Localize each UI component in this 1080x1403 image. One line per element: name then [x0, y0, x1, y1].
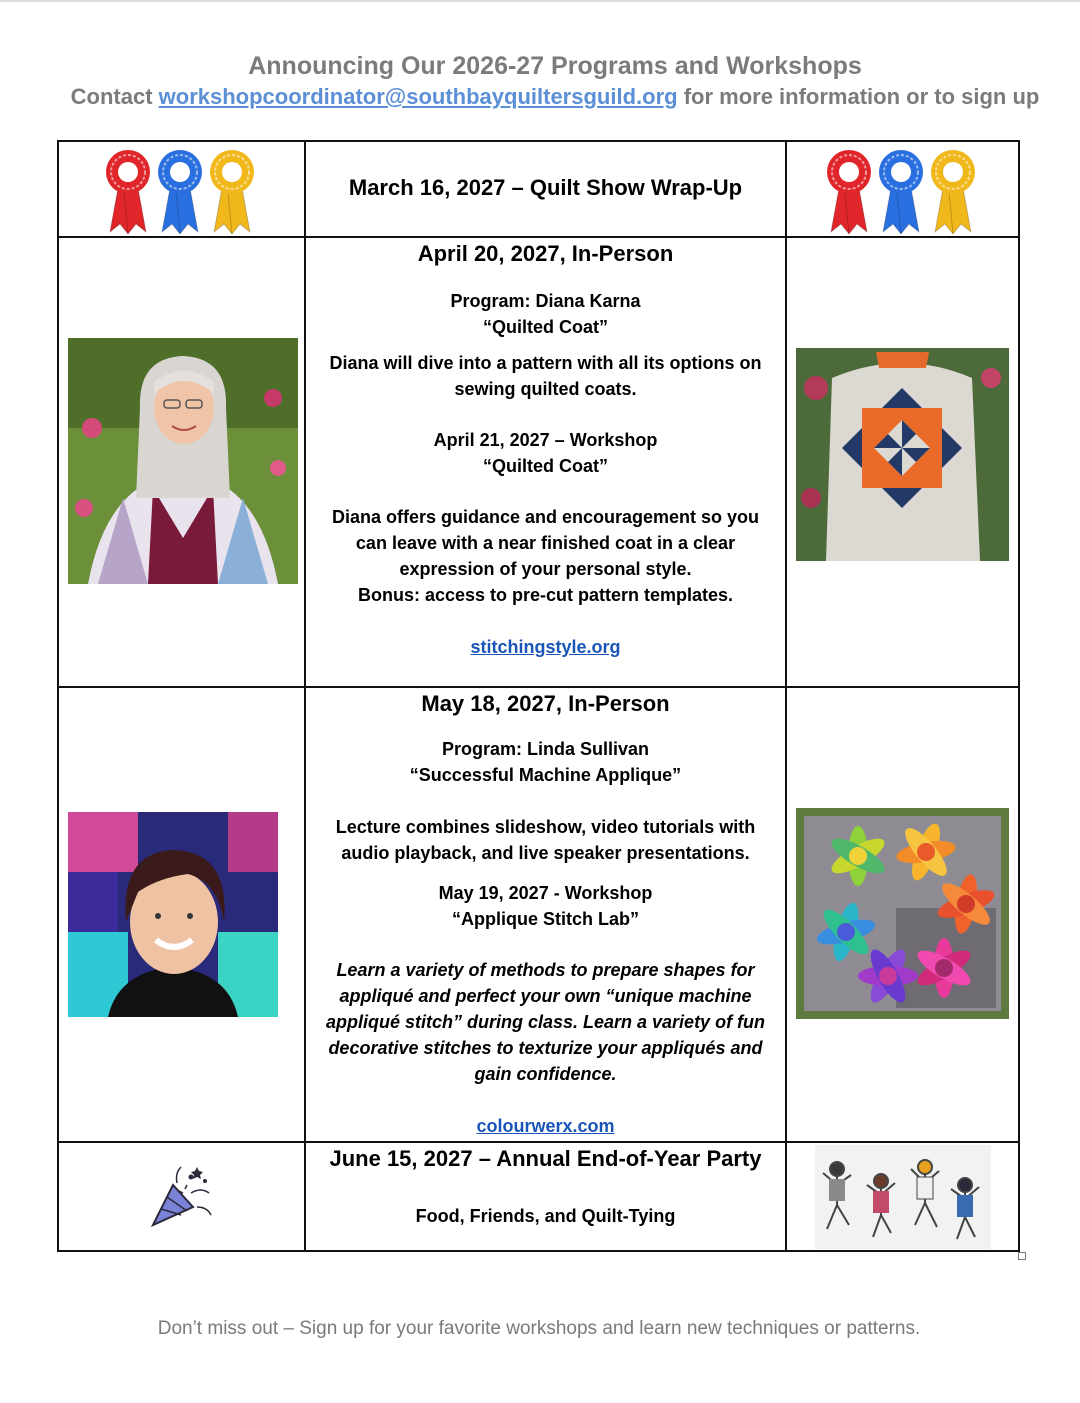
workshop-line-april: April 21, 2027 – Workshop — [433, 430, 658, 450]
footer-note: Don’t miss out – Sign up for your favorite workshops and learn new techniques or patterns. — [157, 1318, 921, 1339]
award-ribbons-icon — [59, 142, 304, 234]
photo-cell-applique — [786, 687, 1019, 1142]
event-cell-june — [305, 1142, 786, 1251]
workshop-name-may: “Applique Stitch Lab” — [452, 909, 639, 929]
top-border-line — [0, 0, 1080, 2]
program-name-may: “Successful Machine Applique” — [409, 765, 682, 785]
bonus-note-april: Bonus: access to pre-cut pattern templates. — [357, 585, 734, 605]
event-title-may: May 18, 2027, In-Person — [421, 691, 670, 716]
linda-sullivan-photo — [68, 812, 278, 1017]
photo-cell-diana — [58, 237, 305, 687]
event-desc-june: Food, Friends, and Quilt-Tying — [415, 1206, 676, 1226]
applique-flowers-photo — [796, 808, 1009, 1019]
contact-prefix: Contact — [70, 84, 153, 109]
ribbons-right-cell — [786, 141, 1019, 237]
event-title-march: March 16, 2027 – Quilt Show Wrap-Up — [348, 175, 743, 200]
party-popper-icon — [147, 1163, 219, 1229]
link-stitchingstyle[interactable]: stitchingstyle.org — [470, 637, 621, 657]
schedule-table — [57, 140, 1020, 1252]
workshop-line-may: May 19, 2027 - Workshop — [438, 883, 653, 903]
jumping-people-illustration — [815, 1145, 991, 1249]
workshop-name-april: “Quilted Coat” — [483, 456, 608, 476]
workshop-desc-may: Learn a variety of methods to prepare shapes for appliqué and perfect your own “unique machine appliqué stitch” during class. Learn a variety of fun decorative stitches to texturize your appliqués and gain confidence. — [325, 960, 766, 1084]
page-title: Announcing Our 2026-27 Programs and Workshops — [248, 52, 862, 80]
party-icon-cell — [58, 1142, 305, 1251]
event-cell-april — [305, 237, 786, 687]
event-row-april — [58, 237, 1019, 687]
program-desc-may: Lecture combines slideshow, video tutorials with audio playback, and live speaker presentations. — [335, 817, 756, 863]
ribbons-left-cell — [58, 141, 305, 237]
event-row-may — [58, 687, 1019, 1142]
program-desc-april: Diana will dive into a pattern with all its options on sewing quilted coats. — [329, 353, 762, 399]
contact-suffix: for more information or to sign up — [683, 84, 1040, 109]
quilted-coat-photo — [796, 348, 1009, 561]
event-row-march — [58, 141, 1019, 237]
event-cell-may — [305, 687, 786, 1142]
event-row-june — [58, 1142, 1019, 1251]
contact-line — [0, 84, 1080, 110]
event-cell-march — [305, 141, 786, 237]
program-line-may: Program: Linda Sullivan — [441, 739, 650, 759]
contact-email-link[interactable]: workshopcoordinator@southbayquiltersguild.org — [158, 84, 678, 109]
award-ribbons-icon-right — [787, 142, 1018, 234]
event-title-june: June 15, 2027 – Annual End-of-Year Party — [329, 1146, 762, 1171]
program-line-april: Program: Diana Karna — [450, 291, 641, 311]
event-title-april: April 20, 2027, In-Person — [417, 241, 674, 266]
workshop-desc-april: Diana offers guidance and encouragement so you can leave with a near finished coat in a clear expression of your personal style. — [331, 507, 760, 579]
diana-karna-photo — [68, 338, 298, 584]
party-photo-cell — [786, 1142, 1019, 1251]
link-colourwerx[interactable]: colourwerx.com — [476, 1116, 615, 1136]
photo-cell-coat — [786, 237, 1019, 687]
resize-handle[interactable] — [1018, 1252, 1026, 1260]
program-name-april: “Quilted Coat” — [483, 317, 608, 337]
photo-cell-linda — [58, 687, 305, 1142]
